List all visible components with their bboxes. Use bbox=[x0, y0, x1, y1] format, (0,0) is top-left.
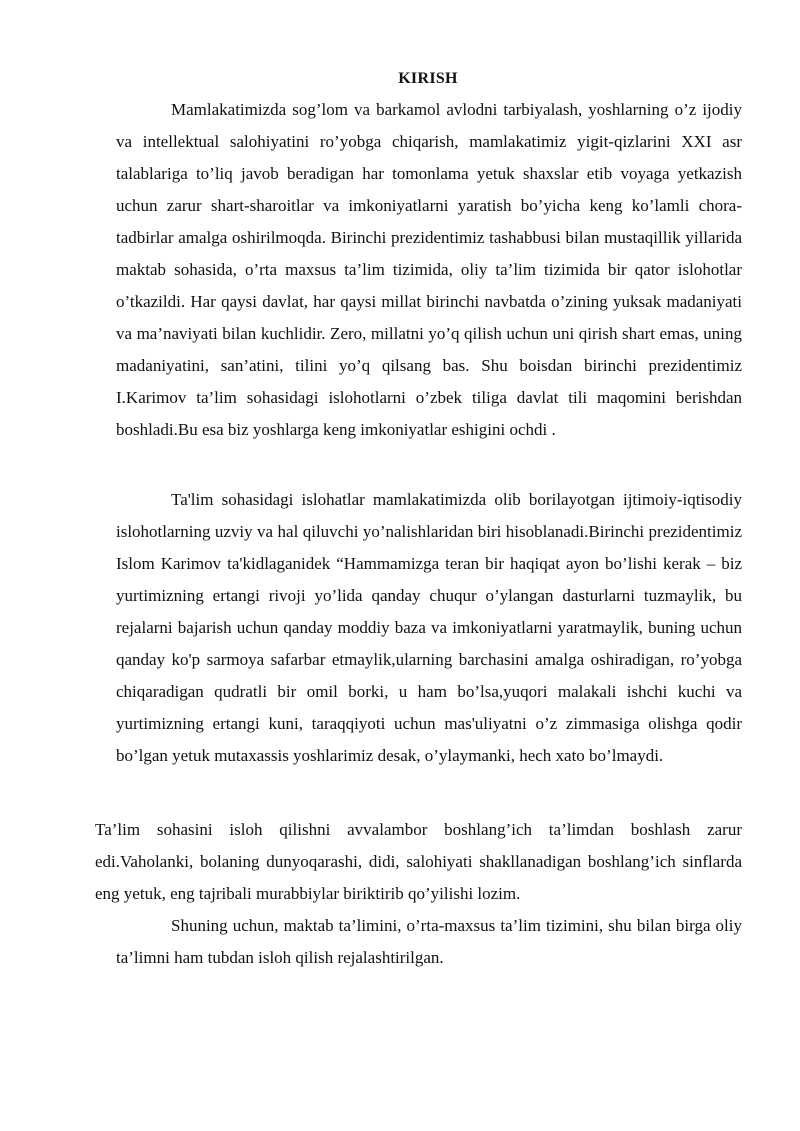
paragraph-conclusion: Shuning uchun, maktab ta’limini, o’rta-maxsus ta’lim tizimini, shu bilan birga oliy ta’limni ham tubdan isloh qilish rejalashtirilgan. bbox=[116, 916, 742, 967]
paragraph-intro: Mamlakatimizda sog’lom va barkamol avlodni tarbiyalash, yoshlarning o’z ijodiy va intellektual salohiyatini ro’yobga chiqarish, mamlakatimiz yigit-qizlarini XXI asr talablariga to’liq javob beradigan har tomonlama yetuk shaxslar etib voyaga yetkazish uchun zarur shart-sharoitlar va imkoniyatlarni yaratish bo’yicha keng ko’lamli chora-tadbirlar amalga oshirilmoqda. Birinchi prezidentimiz tashabbusi bilan mustaqillik yillarida maktab sohasida, o’rta maxsus ta’lim tizimida, oliy ta’lim tizimida bir qator islohotlar o’tkazildi. Har qaysi davlat, har qaysi millat birinchi navbatda o’zining yuksak madaniyati va ma’naviyati bilan kuchlidir. Zero, millatni yo’q qilish uchun uni qirish shart emas, uning madaniyatini, san’atini, tilini yo’q qilsang bas. Shu boisdan birinchi prezidentimiz I.Karimov ta’lim sohasidagi islohotlarni o’zbek tiliga davlat tili maqomini berishdan boshladi.Bu esa biz yoshlarga keng imkoniyatlar eshigini ochdi . bbox=[116, 100, 742, 439]
section-heading: KIRISH bbox=[398, 70, 458, 87]
paragraph-primary-education: Ta’lim sohasini isloh qilishni avvalambor boshlang’ich ta’limdan boshlash zarur edi.Vaholanki, bolaning dunyoqarashi, didi, salohiyati shakllanadigan boshlang’ich sinflarda eng yetuk, eng tajribali murabbiylar biriktirib qo’yilishi lozim. bbox=[95, 820, 742, 903]
paragraph-education-reforms: Ta'lim sohasidagi islohatlar mamlakatimizda olib borilayotgan ijtimoiy-iqtisodiy islohotlarning uzviy va hal qiluvchi yo’nalishlaridan biri hisoblanadi.Birinchi prezidentimiz Islom Karimov ta'kidlaganidek “Hammamizga teran bir haqiqat ayon bo’lishi kerak – biz yurtimizning ertangi rivoji yo’lida qanday chuqur o’ylangan dasturlarni tuzmaylik, bu rejalarni bajarish uchun qanday moddiy baza va imkoniyatlarni yaratmaylik, buning uchun qanday ko'p sarmoya safarbar etmaylik,ularning barchasini amalga oshiradigan, ro’yobga chiqaradigan qudratli bir omil borki, u ham bo’lsa,yuqori malakali ishchi kuchi va yurtimizning ertangi kuni, taraqqiyoti uchun mas'uliyatni o’z zimmasiga olishga qodir bo’lgan yetuk mutaxassis yoshlarimiz desak, o’ylaymanki, hech xato bo’lmaydi. bbox=[116, 490, 742, 765]
